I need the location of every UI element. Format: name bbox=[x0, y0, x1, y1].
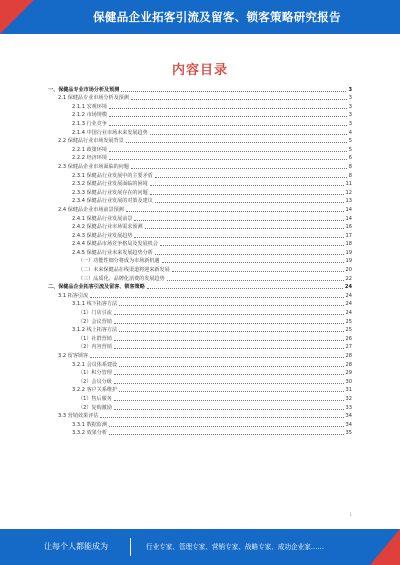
toc-heading: 内容目录 bbox=[171, 63, 228, 78]
toc-entry-page: 24 bbox=[345, 301, 352, 308]
toc-entry[interactable] bbox=[48, 137, 352, 146]
toc-leader-dots bbox=[134, 236, 343, 238]
toc-entry[interactable] bbox=[48, 162, 352, 171]
toc-entry-page: 28 bbox=[345, 361, 352, 368]
toc-leader-dots bbox=[114, 373, 344, 375]
toc-leader-dots bbox=[114, 408, 344, 410]
toc-entry-page: 14 bbox=[345, 206, 352, 213]
toc-entry-text: 2.3.2 保健品行业发展面临的困境 bbox=[72, 181, 148, 188]
toc-entry-page: 12 bbox=[345, 189, 352, 196]
toc-entry[interactable] bbox=[48, 283, 352, 292]
toc-entry[interactable] bbox=[48, 334, 352, 343]
toc-entry-page: 25 bbox=[345, 327, 352, 334]
toc-entry-page: 30 bbox=[345, 378, 352, 385]
toc-entry-page: 5 bbox=[348, 138, 352, 145]
toc-entry-page: 29 bbox=[345, 370, 352, 377]
page-number: 1 bbox=[349, 512, 352, 517]
toc-entry-text: 2.3 保健品企业市场面临的问题 bbox=[58, 163, 129, 170]
toc-entry-page: 22 bbox=[345, 275, 352, 282]
toc-leader-dots bbox=[150, 133, 347, 135]
toc-entry[interactable] bbox=[48, 412, 352, 421]
toc-leader-dots bbox=[114, 382, 344, 384]
toc-leader-dots bbox=[155, 253, 344, 255]
toc-entry-page: 32 bbox=[345, 395, 352, 402]
toc-entry[interactable] bbox=[48, 429, 352, 438]
toc-entry[interactable] bbox=[48, 119, 352, 128]
toc-entry-text: 3.3.1 数据监测 bbox=[72, 421, 107, 428]
toc-entry-text: 3.1 拓客引流 bbox=[58, 292, 89, 299]
toc-leader-dots bbox=[119, 304, 343, 306]
toc-entry[interactable] bbox=[48, 351, 352, 360]
header-red-corner bbox=[0, 0, 34, 34]
toc-entry-page: 34 bbox=[345, 421, 352, 428]
toc-entry[interactable] bbox=[48, 94, 352, 103]
toc-leader-dots bbox=[114, 347, 344, 349]
toc-entry-text: （2）复购激励 bbox=[78, 404, 112, 411]
toc-entry-page: 27 bbox=[345, 344, 352, 351]
toc-entry[interactable] bbox=[48, 111, 352, 120]
toc-entry[interactable] bbox=[48, 377, 352, 386]
toc-leader-dots bbox=[147, 287, 343, 289]
toc-leader-dots bbox=[126, 141, 347, 143]
toc-leader-dots bbox=[119, 390, 343, 392]
toc-entry-text: 3.2.1 会员体系建设 bbox=[72, 361, 118, 368]
toc-leader-dots bbox=[121, 90, 346, 92]
toc-entry[interactable] bbox=[48, 154, 352, 163]
toc-leader-dots bbox=[150, 193, 344, 195]
toc-entry-page: 24 bbox=[345, 292, 352, 299]
toc-entry[interactable] bbox=[48, 197, 352, 206]
toc-entry-text: （2）会员分级 bbox=[78, 378, 112, 385]
toc-leader-dots bbox=[155, 201, 344, 203]
page-header bbox=[0, 0, 400, 34]
toc-leader-dots bbox=[109, 115, 347, 117]
toc-entry-text: 2.1.4 中国行业市场未来发展趋势 bbox=[72, 129, 148, 136]
footer-slogan: 让每个人都能成为 bbox=[44, 542, 108, 551]
toc-leader-dots bbox=[134, 219, 343, 221]
toc-entry[interactable] bbox=[48, 326, 352, 335]
toc-entry-text: 3.2.2 客户关系维护 bbox=[72, 387, 118, 394]
toc-entry-text: 2.4.2 保健品行业市场需求预测 bbox=[72, 224, 143, 231]
toc-entry[interactable] bbox=[48, 394, 352, 403]
toc-entry-text: 3.2 留客锁客 bbox=[58, 353, 89, 359]
toc-entry[interactable] bbox=[48, 403, 352, 412]
toc-entry[interactable] bbox=[48, 145, 352, 154]
toc-entry[interactable] bbox=[48, 420, 352, 429]
toc-entry[interactable] bbox=[48, 317, 352, 326]
toc-leader-dots bbox=[150, 184, 344, 186]
toc-entry-page: 24 bbox=[344, 284, 352, 291]
toc-entry-text: （二）未来保健品在线渠道将迎来新发展 bbox=[78, 267, 170, 274]
footer-red-corner bbox=[370, 529, 400, 565]
toc-leader-dots bbox=[109, 107, 347, 109]
toc-entry[interactable] bbox=[48, 343, 352, 352]
toc-leader-dots bbox=[131, 167, 347, 169]
toc-entry-page: 14 bbox=[345, 215, 352, 222]
toc-entry-page: 25 bbox=[345, 318, 352, 325]
toc-leader-dots bbox=[126, 210, 344, 212]
toc-entry-text: （2）会议营销 bbox=[78, 318, 112, 325]
toc-leader-dots bbox=[100, 416, 343, 418]
toc-entry-page: 18 bbox=[345, 241, 352, 248]
toc-entry-text: 2.3.4 保健品行业发展的对策及建议 bbox=[72, 198, 153, 205]
toc-entry[interactable] bbox=[48, 231, 352, 240]
toc-entry-text: （1）门店引流 bbox=[78, 310, 112, 317]
toc-entry[interactable] bbox=[48, 102, 352, 111]
toc-entry-text: 一、保健品专业市场分析及预测 bbox=[48, 86, 120, 93]
toc-entry-text: （1）社群营销 bbox=[78, 335, 112, 342]
toc-entry-text: 2.4.4 保健品市场竞争格局及发展机会 bbox=[72, 241, 158, 248]
toc-entry-page: 35 bbox=[345, 430, 352, 437]
toc-entry-text: （1）售后服务 bbox=[78, 395, 112, 402]
toc-entry[interactable] bbox=[48, 360, 352, 369]
toc-leader-dots bbox=[114, 322, 344, 324]
toc-entry-page: 13 bbox=[345, 198, 352, 205]
footer-tagline: 行业专家、管理专家、营销专家、战略专家、成功企业家…… bbox=[146, 543, 325, 551]
toc-entry-text: 3.1.2 线上拓客方法 bbox=[72, 327, 118, 334]
toc-entry-page: 3 bbox=[348, 112, 352, 119]
toc-entry-text: 2.2 保健品行业市场发展背景 bbox=[58, 138, 124, 145]
toc-entry-text: 2.1.1 宏观环境 bbox=[72, 103, 107, 110]
footer-divider bbox=[130, 538, 131, 556]
toc-entry[interactable] bbox=[48, 223, 352, 232]
toc-entry-text: 2.3.3 保健品行业发展存在的问题 bbox=[72, 189, 148, 196]
toc-entry-text: 二、保健品企业拓客引流及留客、锁客策略 bbox=[48, 284, 145, 291]
toc-entry-text: （1）积分管理 bbox=[78, 370, 112, 377]
page-footer bbox=[0, 529, 400, 565]
toc-entry-text: 2.2.1 政策环境 bbox=[72, 146, 107, 153]
toc-entry[interactable] bbox=[48, 240, 352, 249]
toc-entry-text: 2.3.1 保健品行业发展中的主要矛盾 bbox=[72, 172, 153, 179]
toc-entry-text: （一）功能性细分将成为市场新机遇 bbox=[78, 258, 160, 265]
toc-entry[interactable] bbox=[48, 85, 352, 94]
toc-entry-page: 8 bbox=[348, 172, 352, 179]
toc-leader-dots bbox=[109, 158, 347, 160]
toc-leader-dots bbox=[114, 339, 344, 341]
toc-entry-page: 3 bbox=[348, 120, 352, 127]
toc-entry[interactable] bbox=[48, 369, 352, 378]
toc-entry-text: 2.1 保健品专业市场分析及预测 bbox=[58, 95, 129, 102]
toc-entry-page: 11 bbox=[345, 181, 352, 188]
toc-leader-dots bbox=[109, 124, 347, 126]
toc-entry-page: 31 bbox=[345, 387, 352, 394]
toc-entry[interactable] bbox=[48, 180, 352, 189]
toc-entry-page: 3 bbox=[348, 103, 352, 110]
toc-leader-dots bbox=[109, 150, 347, 152]
toc-leader-dots bbox=[167, 279, 344, 281]
toc-entry-text: 2.4.1 保健品行业发展前景 bbox=[72, 215, 133, 222]
toc-leader-dots bbox=[119, 330, 343, 332]
toc-entry-text: 2.4 保健品企业市场前景预测 bbox=[58, 206, 124, 213]
toc-entry-page: 28 bbox=[345, 353, 352, 359]
toc-entry-page: 17 bbox=[345, 232, 352, 239]
toc-entry-page: 4 bbox=[348, 129, 352, 136]
toc-entry-page: 19 bbox=[345, 258, 352, 265]
toc-leader-dots bbox=[145, 227, 344, 229]
toc-entry-text: （三）品质化、品牌化消费的发展趋势 bbox=[78, 275, 165, 282]
toc-entry-text: 2.1.2 市场规模 bbox=[72, 112, 107, 119]
toc-leader-dots bbox=[119, 365, 343, 367]
toc-entry[interactable] bbox=[48, 188, 352, 197]
toc-entry[interactable] bbox=[48, 291, 352, 300]
toc-entry[interactable] bbox=[48, 214, 352, 223]
toc-entry-page: 33 bbox=[345, 404, 352, 411]
toc-entry-page: 26 bbox=[345, 335, 352, 342]
toc-leader-dots bbox=[90, 356, 343, 358]
toc-entry-page: 5 bbox=[348, 146, 352, 153]
toc-entry-page: 6 bbox=[348, 155, 352, 162]
toc-leader-dots bbox=[90, 296, 343, 298]
toc-entry-text: 2.2.2 经济环境 bbox=[72, 155, 107, 162]
toc-entry[interactable] bbox=[48, 265, 352, 274]
report-title: 保健品企业拓客引流及留客、锁客策略研究报告 bbox=[93, 10, 341, 24]
toc-entry-page: 20 bbox=[345, 267, 352, 274]
toc-entry[interactable] bbox=[48, 171, 352, 180]
toc-leader-dots bbox=[162, 261, 344, 263]
toc-entry-page: 3 bbox=[348, 86, 352, 93]
toc-entry-page: 34 bbox=[345, 413, 352, 420]
toc-entry[interactable] bbox=[48, 205, 352, 214]
toc-leader-dots bbox=[155, 176, 347, 178]
toc-entry-text: 3.1.1 线下拓客方法 bbox=[72, 301, 118, 308]
toc-entry-text: 2.4.3 保健品行业发展趋势 bbox=[72, 232, 133, 239]
toc-entry-page: 19 bbox=[345, 249, 352, 256]
toc-entry[interactable] bbox=[48, 308, 352, 317]
toc-leader-dots bbox=[160, 244, 344, 246]
toc-leader-dots bbox=[109, 433, 344, 435]
toc-leader-dots bbox=[114, 399, 344, 401]
toc-entry-text: 2.4.5 保健品行业未来发展趋势分析 bbox=[72, 249, 153, 256]
toc-entry-page: 24 bbox=[345, 310, 352, 317]
toc-entry-text: 3.3.2 效果分析 bbox=[72, 430, 107, 437]
toc-entry[interactable] bbox=[48, 257, 352, 266]
toc-entry[interactable] bbox=[48, 300, 352, 309]
toc-entry[interactable] bbox=[48, 128, 352, 137]
toc-entry-page: 8 bbox=[348, 163, 352, 170]
toc-entry-page: 16 bbox=[345, 224, 352, 231]
toc-leader-dots bbox=[114, 313, 344, 315]
toc-leader-dots bbox=[131, 98, 347, 100]
toc-entry[interactable] bbox=[48, 248, 352, 257]
toc-leader-dots bbox=[172, 270, 344, 272]
toc-entry[interactable] bbox=[48, 274, 352, 283]
toc-leader-dots bbox=[109, 425, 344, 427]
toc-entry-page: 3 bbox=[348, 95, 352, 102]
toc-entry-text: （2）内容营销 bbox=[78, 344, 112, 351]
table-of-contents bbox=[48, 85, 352, 437]
toc-entry-text: 2.1.3 行业竞争 bbox=[72, 120, 107, 127]
toc-entry-text: 3.3 营销效果评估 bbox=[58, 413, 99, 420]
toc-entry[interactable] bbox=[48, 386, 352, 395]
